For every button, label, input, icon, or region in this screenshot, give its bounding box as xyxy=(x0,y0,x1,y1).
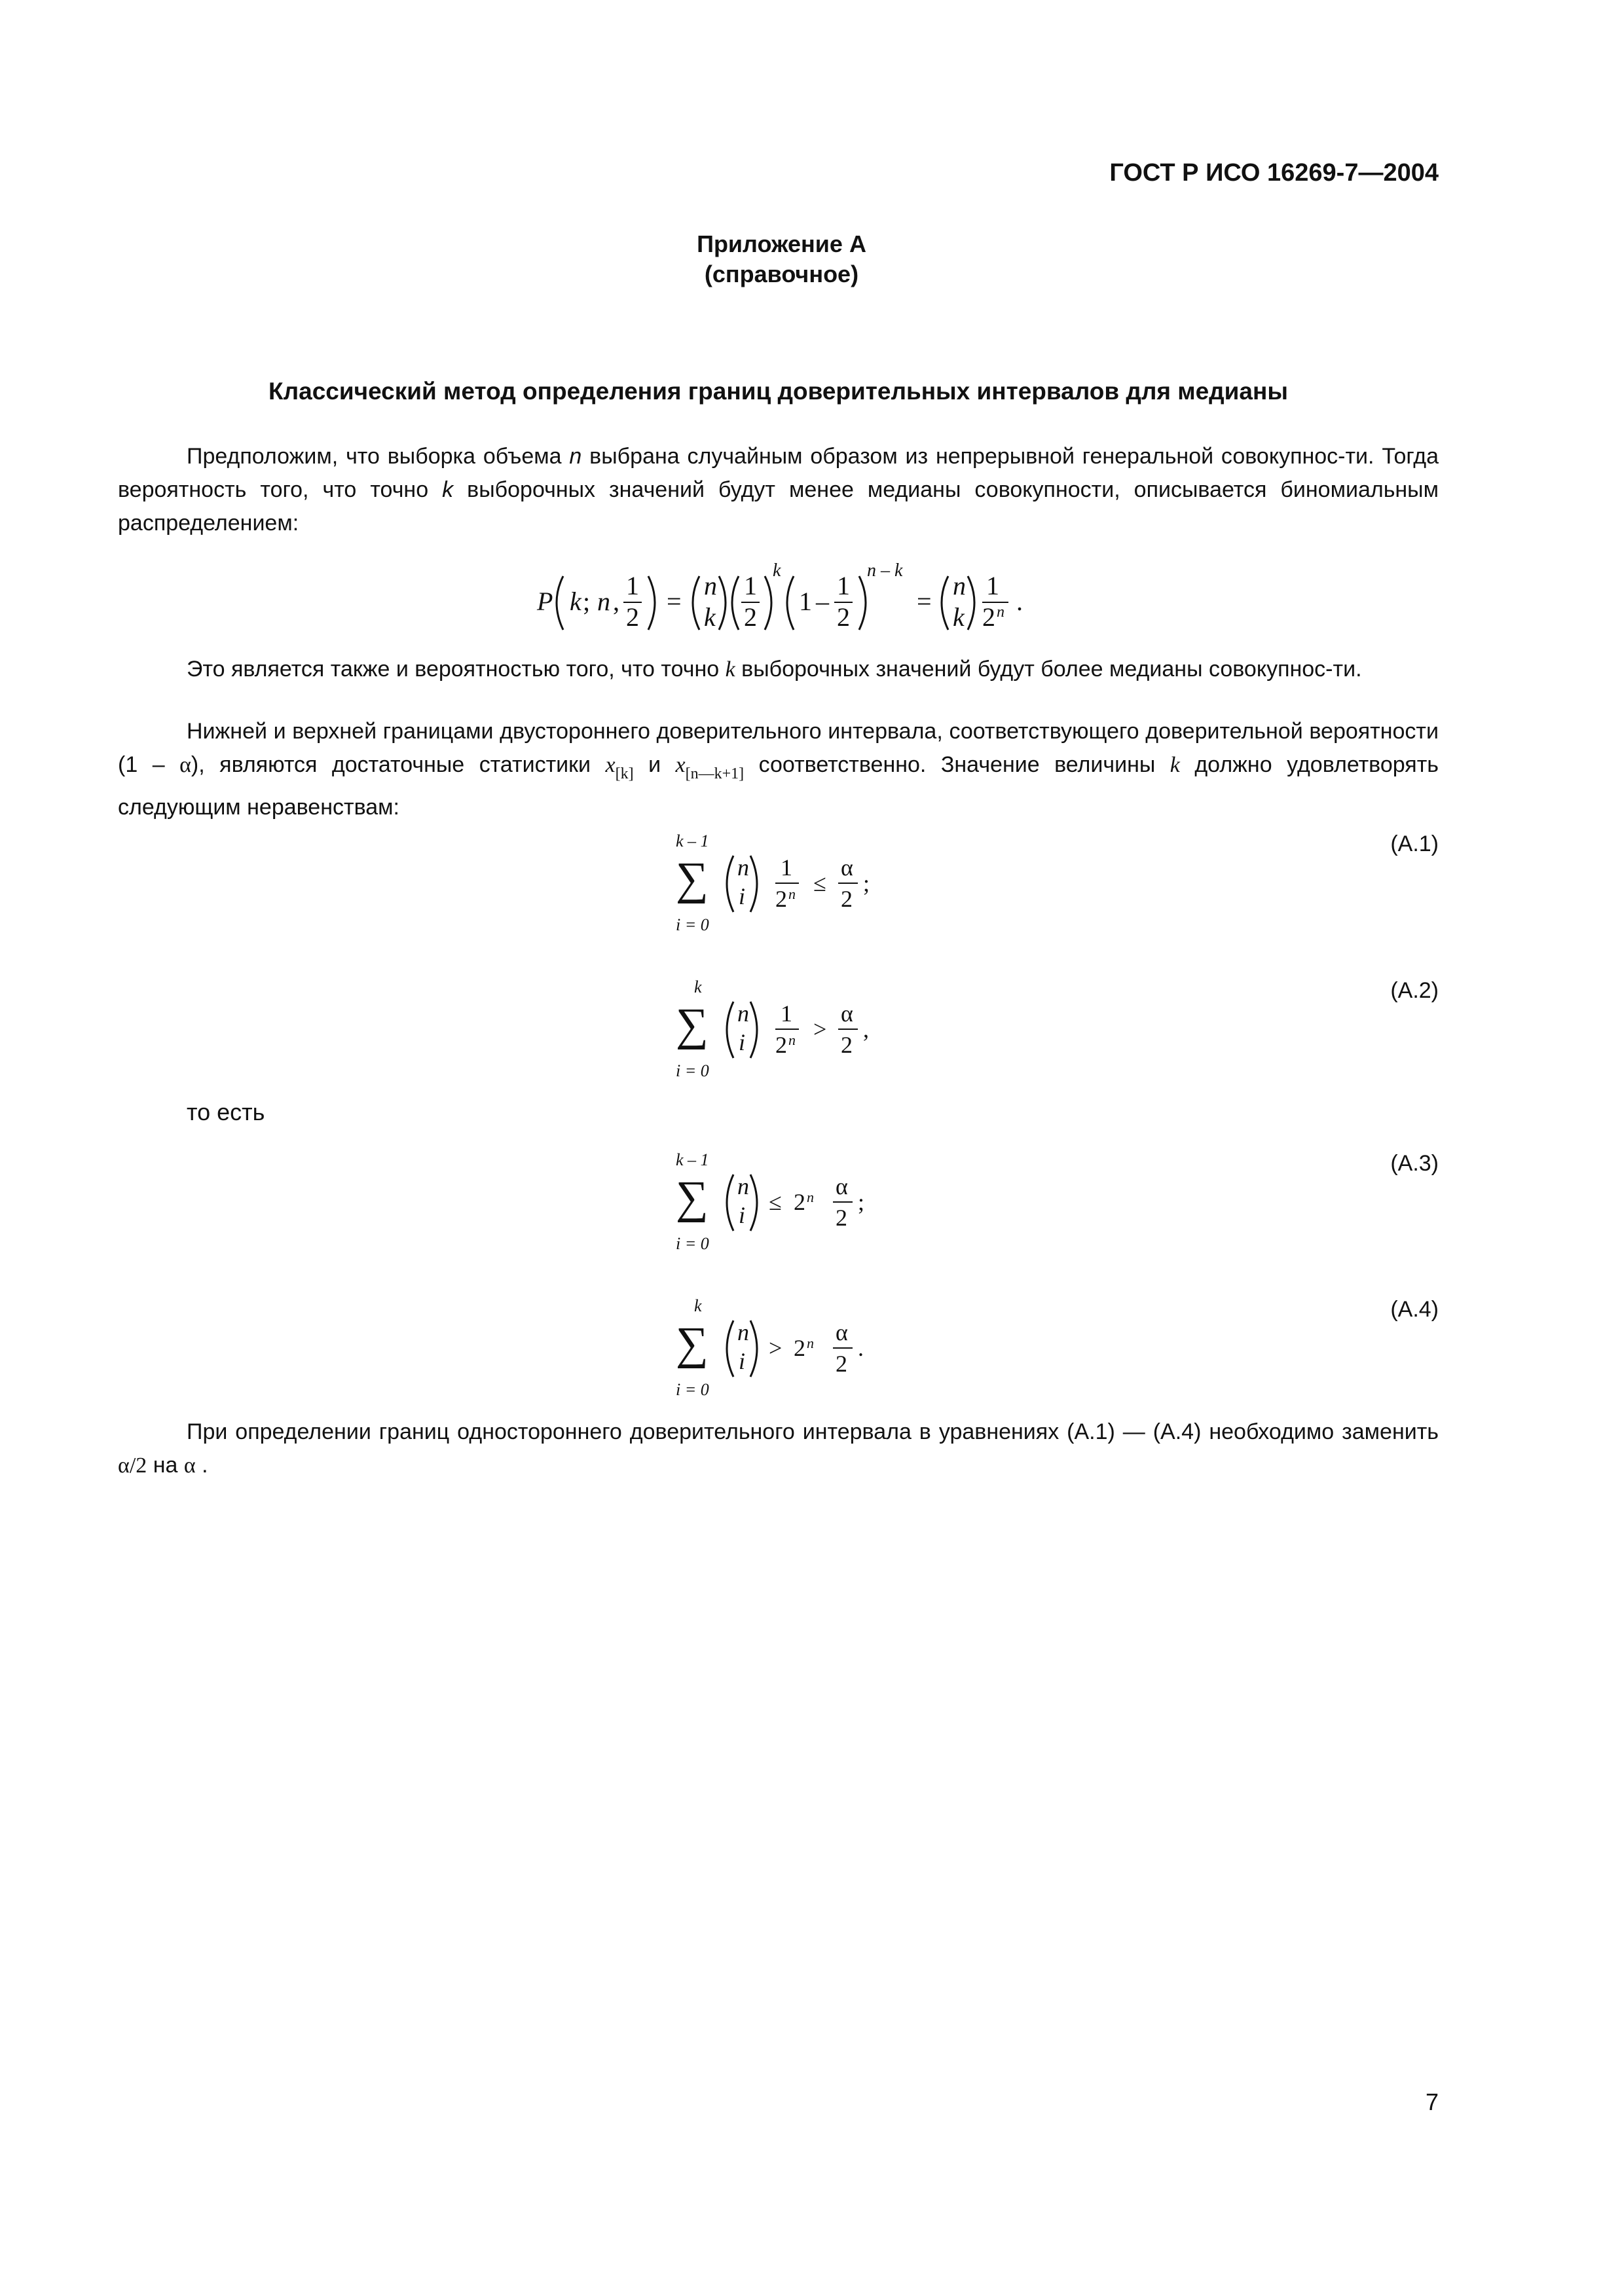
svg-text:1: 1 xyxy=(799,587,812,616)
svg-text:;: ; xyxy=(858,1189,865,1215)
p2-var-k: k xyxy=(725,657,735,682)
svg-text:k: k xyxy=(773,560,781,581)
paragraph-one-sided xyxy=(118,1415,1439,1482)
svg-text:=: = xyxy=(667,587,682,616)
annex-type: (справочное) xyxy=(704,261,859,287)
svg-text:i: i xyxy=(739,1202,746,1228)
annex-heading xyxy=(0,229,1563,289)
p1-text-c: выборочных значений будут менее медианы совокупности, описывается биномиальным распределением: xyxy=(118,477,1439,536)
svg-text:k – 1: k – 1 xyxy=(676,1150,709,1169)
p4-alpha-half: α/2 xyxy=(118,1453,147,1478)
equation-a4 xyxy=(668,1293,904,1404)
svg-text:i = 0: i = 0 xyxy=(676,915,709,934)
svg-text:α: α xyxy=(836,1173,848,1199)
svg-text:α: α xyxy=(841,1000,853,1027)
svg-text:1: 1 xyxy=(781,854,792,881)
svg-text:2: 2 xyxy=(744,602,757,632)
p4-text-a: При определении границ одностороннего доверительного интервала в уравнениях (A.1) — (A.4) необходимо заменить xyxy=(187,1419,1439,1444)
svg-text:∑: ∑ xyxy=(676,1319,709,1369)
paragraph-bounds xyxy=(118,715,1439,824)
svg-text:n: n xyxy=(807,1335,814,1351)
equation-number-a4: (A.4) xyxy=(1390,1297,1439,1322)
svg-text:k: k xyxy=(953,602,965,632)
svg-text:1: 1 xyxy=(781,1000,792,1027)
p4-text-c: . xyxy=(195,1453,208,1478)
svg-text:n: n xyxy=(997,604,1005,621)
paragraph-intro xyxy=(118,440,1439,540)
p3-alpha: α xyxy=(179,753,191,777)
svg-text:i = 0: i = 0 xyxy=(676,1380,709,1399)
svg-text:α: α xyxy=(836,1319,848,1345)
svg-text:≤: ≤ xyxy=(813,870,826,896)
equation-number-a3: (A.3) xyxy=(1390,1151,1439,1176)
svg-text:–: – xyxy=(816,587,829,616)
svg-text:∑: ∑ xyxy=(676,1173,709,1223)
svg-text:n: n xyxy=(704,571,717,600)
section-title: Классический метод определения границ доверительных интервалов для медианы xyxy=(268,378,1288,405)
p3-subscript-upper: [n—k+1] xyxy=(685,765,745,782)
connector-text: то есть xyxy=(187,1099,265,1125)
svg-text:n: n xyxy=(737,1319,749,1345)
svg-text:2: 2 xyxy=(775,886,787,912)
svg-text:k – 1: k – 1 xyxy=(676,831,709,850)
svg-text:2: 2 xyxy=(841,886,853,912)
svg-text:>: > xyxy=(813,1016,827,1042)
svg-text:1: 1 xyxy=(744,571,757,600)
p3-text-d: должно удовлетворять следующим неравенствам: xyxy=(118,752,1439,820)
svg-text:2: 2 xyxy=(626,602,639,632)
svg-text:;: ; xyxy=(863,870,870,896)
svg-text:∑: ∑ xyxy=(676,1000,709,1050)
paragraph-probability xyxy=(118,653,1439,686)
svg-text:n: n xyxy=(737,854,749,881)
p3-text-b: ), являются достаточные статистики xyxy=(191,752,606,777)
svg-text:,: , xyxy=(863,1016,869,1042)
svg-text:1: 1 xyxy=(986,571,999,600)
equation-number-a1: (A.1) xyxy=(1390,831,1439,856)
svg-text:P: P xyxy=(537,587,553,616)
svg-text:2: 2 xyxy=(982,602,995,632)
p3-subscript-lower: [k] xyxy=(615,765,634,782)
p4-text-b: на xyxy=(147,1453,184,1478)
svg-text:2: 2 xyxy=(841,1032,853,1058)
svg-text:k: k xyxy=(570,587,581,616)
svg-text:n: n xyxy=(953,571,966,600)
svg-text:;: ; xyxy=(583,587,591,616)
p2-text-b: выборочных значений будут более медианы совокупнос-ти. xyxy=(735,657,1362,682)
svg-text:k: k xyxy=(694,1296,702,1315)
svg-text:2: 2 xyxy=(794,1189,805,1215)
p1-text-b: выбрана случайным образом из непрерывной генеральной совокупнос-ти. Тогда вероятность того, что точно xyxy=(118,444,1439,502)
binomial-formula xyxy=(524,556,1048,648)
svg-text:n: n xyxy=(597,587,610,616)
svg-text:.: . xyxy=(858,1335,864,1361)
svg-text:2: 2 xyxy=(794,1335,805,1361)
svg-text:>: > xyxy=(769,1335,783,1361)
p1-text-a: Предположим, что выборка объема xyxy=(187,444,570,469)
p4-alpha: α xyxy=(183,1453,196,1478)
svg-text:n – k: n – k xyxy=(867,560,903,581)
p3-text-c: соответственно. Значение величины xyxy=(744,752,1170,777)
equation-a2 xyxy=(668,974,904,1085)
svg-text:=: = xyxy=(917,587,932,616)
equation-number-a2: (A.2) xyxy=(1390,978,1439,1003)
svg-text:i = 0: i = 0 xyxy=(676,1234,709,1253)
svg-text:≤: ≤ xyxy=(769,1189,782,1215)
svg-text:2: 2 xyxy=(837,602,850,632)
page-number: 7 xyxy=(1425,2088,1439,2115)
p3-text-and: и xyxy=(633,752,676,777)
p2-text-a: Это является также и вероятностью того, что точно xyxy=(187,657,726,682)
p3-text-a: Нижней и верхней границами двустороннего доверительного интервала, соответствующего доверительной вероятности (1 – xyxy=(118,719,1439,777)
svg-text:k: k xyxy=(694,977,702,996)
svg-text:i: i xyxy=(739,883,746,909)
p1-var-n: n xyxy=(569,444,582,469)
p3-var-x-lower: x xyxy=(605,753,616,777)
equation-a3 xyxy=(668,1147,904,1258)
svg-text:,: , xyxy=(613,587,619,616)
svg-text:2: 2 xyxy=(836,1205,847,1231)
svg-text:n: n xyxy=(737,1173,749,1199)
svg-text:α: α xyxy=(841,854,853,881)
p1-var-k: k xyxy=(442,477,454,502)
svg-text:.: . xyxy=(1016,587,1023,616)
svg-text:i: i xyxy=(739,1029,746,1055)
svg-text:1: 1 xyxy=(837,571,850,600)
svg-text:i: i xyxy=(739,1348,746,1374)
svg-text:2: 2 xyxy=(775,1032,787,1058)
svg-text:n: n xyxy=(737,1000,749,1027)
annex-title: Приложение А xyxy=(697,230,866,257)
svg-text:1: 1 xyxy=(626,571,639,600)
svg-text:∑: ∑ xyxy=(676,854,709,904)
equation-a1 xyxy=(668,828,904,939)
p3-var-k: k xyxy=(1170,753,1180,777)
svg-text:n: n xyxy=(788,886,796,902)
p3-var-x-upper: x xyxy=(675,753,686,777)
svg-text:2: 2 xyxy=(836,1351,847,1377)
document-header: ГОСТ Р ИСО 16269-7—2004 xyxy=(1109,159,1439,187)
svg-text:i = 0: i = 0 xyxy=(676,1061,709,1080)
svg-text:k: k xyxy=(704,602,716,632)
svg-text:n: n xyxy=(788,1032,796,1048)
svg-text:n: n xyxy=(807,1189,814,1205)
